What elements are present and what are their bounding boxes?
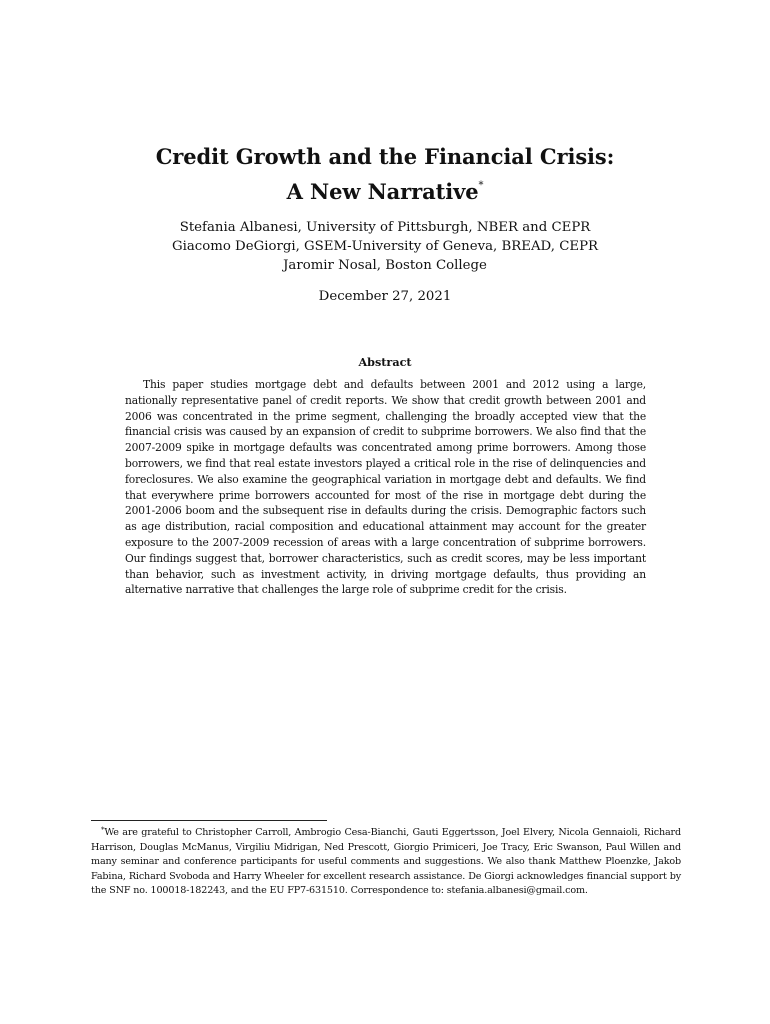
footnote	[91, 823, 681, 899]
author-2: Giacomo DeGiorgi, GSEM-University of Geneva, BREAD, CEPR	[171, 239, 599, 254]
title-line-1: Credit Growth and the Financial Crisis:	[155, 144, 615, 169]
abstract-heading: Abstract	[358, 355, 412, 369]
author-list	[0, 218, 770, 275]
author-1: Stefania Albanesi, University of Pittsburgh, NBER and CEPR	[179, 220, 591, 235]
title-line-2	[0, 171, 770, 206]
footnote-mark: *	[101, 826, 105, 834]
footnote-divider	[91, 820, 327, 821]
abstract-text: This paper studies mortgage debt and defaults between 2001 and 2012 using a large, nationally representative panel of credit reports. We show that credit growth between 2001 and 2006 was concentrated in the prime segment, challenging the broadly accepted view that the financial crisis was caused by an expansion of credit to subprime borrowers. We also find that the 2007-2009 spike in mortgage defaults was concentrated among prime borrowers. Among those borrowers, we find that real estate investors played a critical role in the rise of delinquencies and foreclosures. We also examine the geographical variation in mortgage debt and defaults. We find that everywhere prime borrowers accounted for most of the rise in mortgage debt during the 2001-2006 boom and the subsequent rise in defaults during the crisis. Demographic factors such as age distribution, racial composition and educational attainment may account for the greater exposure to the 2007-2009 recession of areas with a large concentration of subprime borrowers. Our findings suggest that, borrower characteristics, such as credit scores, may be less important than behavior, such as investment activity, in driving mortgage defaults, thus providing an alternative narrative that challenges the large role of subprime credit for the crisis.	[125, 378, 646, 597]
footnote-text: We are grateful to Christopher Carroll, Ambrogio Cesa-Bianchi, Gauti Eggertsson, Joel Elvery, Nicola Gennaioli, Richard Harrison, Douglas McManus, Virgiliu Midrigan, Ned Prescott, Giorgio Primiceri, Joe Tracy, Eric Swanson, Paul Willen and many seminar and conference participants for useful comments and suggestions. We also thank Matthew Ploenzke, Jakob Fabina, Richard Svoboda and Harry Wheeler for excellent research assistance. De Giorgi acknowledges financial support by the SNF no. 100018-182243, and the EU FP7-631510. Correspondence to: stefania.albanesi@gmail.com.	[91, 827, 681, 897]
author-3: Jaromir Nosal, Boston College	[283, 258, 487, 273]
publication-date: December 27, 2021	[318, 289, 452, 304]
title-line-2-text: A New Narrative	[286, 179, 479, 204]
paper-title	[0, 142, 770, 206]
title-footnote-mark: *	[478, 180, 484, 191]
